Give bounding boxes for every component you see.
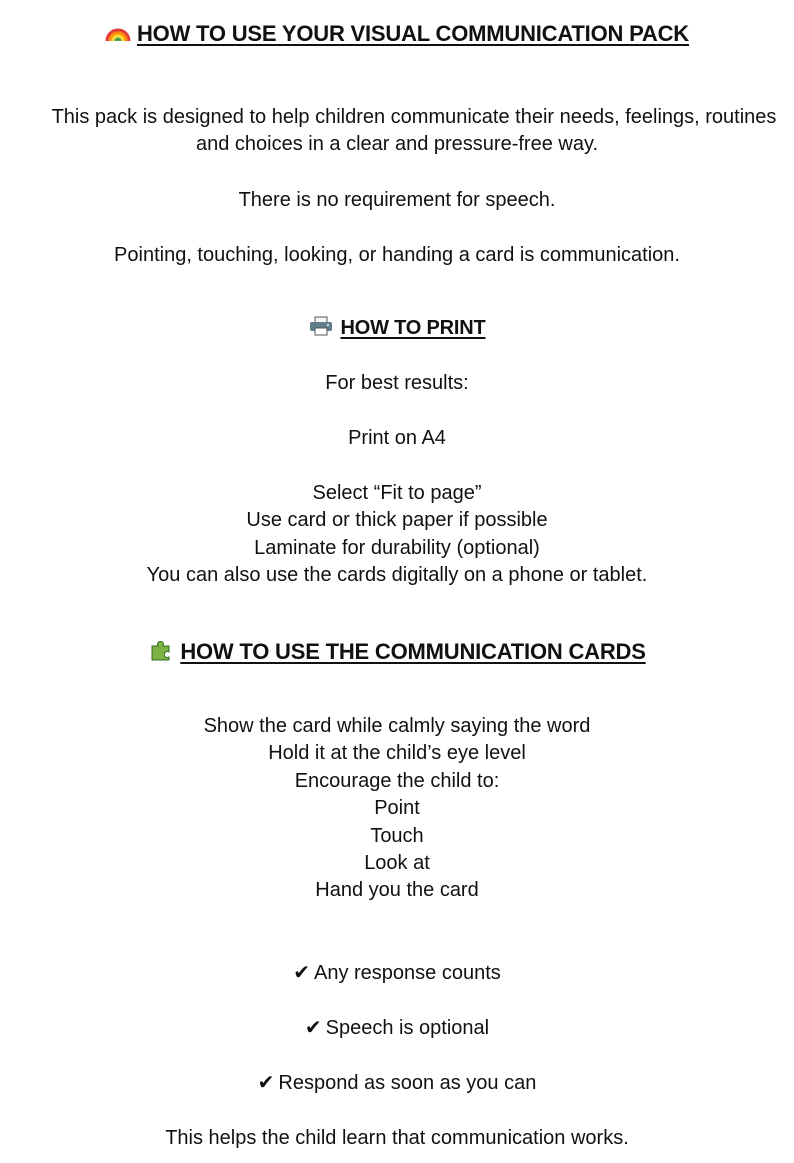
print-heading-text: HOW TO PRINT <box>340 317 486 339</box>
check-mark-icon: ✔ <box>304 1017 322 1039</box>
cards-heading-text: HOW TO USE THE COMMUNICATION CARDS <box>180 639 646 664</box>
intro-line-2: and choices in a clear and pressure-free way. <box>195 133 599 155</box>
check-mark-icon: ✔ <box>293 962 310 984</box>
check-item-text: Speech is optional <box>325 1017 490 1039</box>
print-item: Select “Fit to page” <box>312 482 482 504</box>
check-item-text: Respond as soon as you can <box>278 1072 537 1094</box>
cards-step: Hold it at the child’s eye level <box>268 742 526 764</box>
check-item <box>0 1070 794 1097</box>
cards-step: Look at <box>364 852 430 874</box>
cards-step: Encourage the child to: <box>294 770 500 792</box>
check-item-text: Any response counts <box>313 962 501 984</box>
check-item <box>0 1015 794 1042</box>
cards-step: Touch <box>370 825 424 847</box>
print-item: You can also use the cards digitally on a phone or tablet. <box>146 564 648 586</box>
cards-step: Show the card while calmly saying the word <box>203 715 591 737</box>
communication-note: Pointing, touching, looking, or handing a card is communication. <box>114 244 680 266</box>
intro-line-1: This pack is designed to help children communicate their needs, feelings, routines <box>51 106 777 128</box>
rainbow-icon <box>105 23 131 43</box>
print-item: Laminate for durability (optional) <box>254 537 540 559</box>
cards-step: Point <box>374 797 420 819</box>
check-mark-icon: ✔ <box>257 1072 275 1094</box>
print-lead: For best results: <box>325 372 469 394</box>
main-heading-text: HOW TO USE YOUR VISUAL COMMUNICATION PACK <box>136 21 689 46</box>
cards-heading <box>0 638 794 665</box>
main-heading <box>0 20 794 47</box>
cards-step: Hand you the card <box>315 879 479 901</box>
closing-note: This helps the child learn that communication works. <box>165 1127 629 1149</box>
print-item: Print on A4 <box>348 427 446 449</box>
print-item: Use card or thick paper if possible <box>246 509 548 531</box>
puzzle-piece-icon <box>148 641 174 661</box>
print-heading <box>0 315 794 342</box>
check-item <box>0 960 794 987</box>
printer-icon <box>308 316 334 336</box>
no-speech-note: There is no requirement for speech. <box>238 189 556 211</box>
